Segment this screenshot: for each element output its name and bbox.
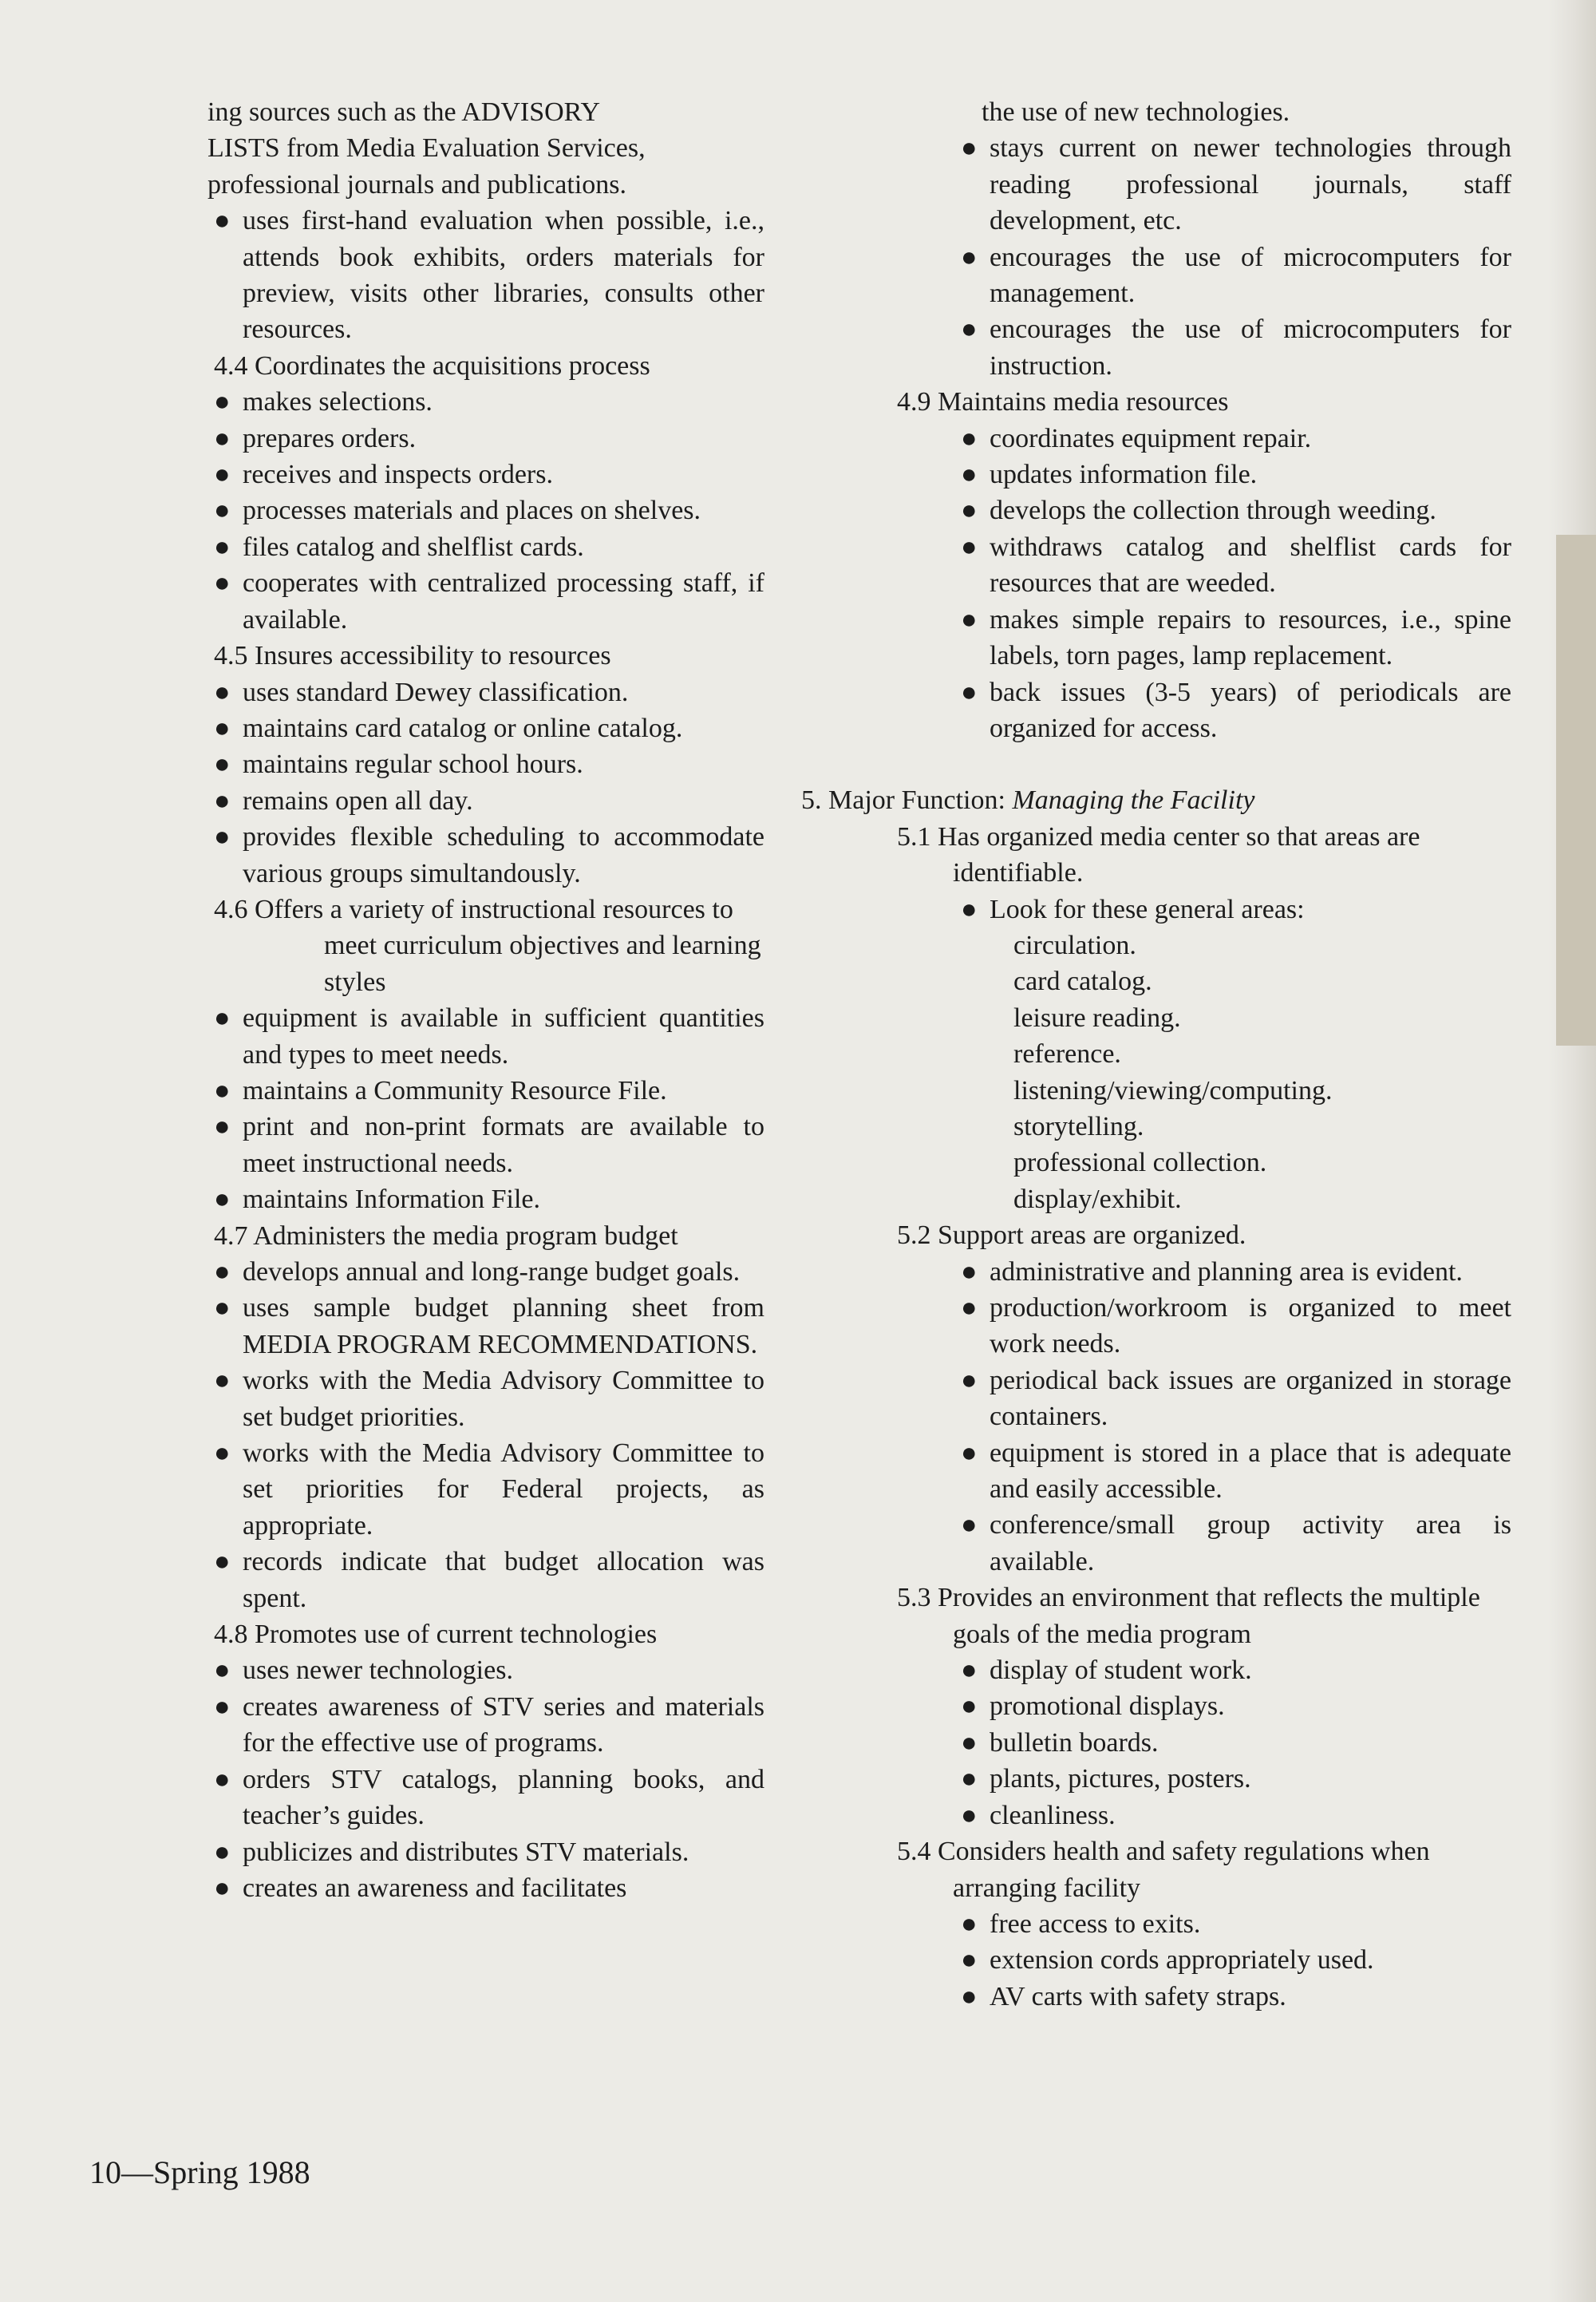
subsection-heading: 5.3 Provides an environment that reflects the multiple goals of the media program	[897, 1583, 1480, 1649]
bullet-text: makes simple repairs to resources, i.e., spine labels, torn pages, lamp replacement.	[990, 604, 1511, 671]
area-list-item: professional collection.	[1013, 1148, 1267, 1178]
bullet-text: works with the Media Advisory Committee to set budget priorities.	[243, 1366, 764, 1432]
bullet-text: uses sample budget planning sheet from MEDIA PROGRAM RECOMMENDATIONS.	[243, 1293, 764, 1359]
bullet-text: works with the Media Advisory Committee to set priorities for Federal projects, as appropriate.	[243, 1438, 764, 1541]
bullet-text: records indicate that budget allocation was spent.	[243, 1547, 764, 1613]
bullet-item	[148, 783, 764, 819]
bullet-item	[148, 1689, 764, 1762]
bullet-icon: ●	[214, 1837, 231, 1867]
bullet-icon: ●	[961, 1510, 978, 1541]
bullet-item	[801, 421, 1511, 457]
bullet-icon: ●	[961, 1691, 978, 1722]
bullet-text: uses first-hand evaluation when possible, i.e., attends book exhibits, orders materials for preview, visits other libraries, consults other resources.	[243, 206, 764, 345]
bullet-item	[148, 1181, 764, 1217]
bullet-text: maintains a Community Resource File.	[243, 1075, 667, 1106]
bullet-item	[801, 1435, 1511, 1508]
bullet-icon: ●	[214, 1075, 231, 1106]
bullet-text: uses standard Dewey classification.	[243, 677, 629, 707]
bullet-item	[801, 1290, 1511, 1363]
major-function-prefix: 5. Major Function:	[801, 785, 1013, 816]
bullet-icon: ●	[214, 496, 231, 526]
bullet-icon: ●	[961, 1764, 978, 1794]
bullet-icon: ●	[214, 677, 231, 707]
bullet-item	[801, 674, 1511, 747]
bullet-text: files catalog and shelflist cards.	[243, 532, 584, 562]
area-list-item: leisure reading.	[1013, 1003, 1181, 1033]
bullet-text: maintains Information File.	[243, 1185, 540, 1215]
bullet-item	[801, 1254, 1511, 1290]
area-list-item: storytelling.	[1013, 1111, 1144, 1141]
bullet-icon: ●	[214, 1003, 231, 1034]
bullet-text: processes materials and places on shelves.	[243, 496, 701, 526]
subsection-heading: 4.7 Administers the media program budget	[214, 1220, 678, 1251]
bullet-text: plants, pictures, posters.	[990, 1764, 1251, 1794]
bullet-text: creates awareness of STV series and materials for the effective use of programs.	[243, 1691, 764, 1758]
bullet-item	[801, 602, 1511, 674]
bullet-icon: ●	[214, 1366, 231, 1396]
subsection-heading: 4.9 Maintains media resources	[897, 387, 1229, 417]
bullet-icon: ●	[961, 423, 978, 453]
right-column	[801, 94, 1511, 2015]
bullet-text: cleanliness.	[990, 1800, 1116, 1830]
bullet-text: extension cords appropriately used.	[990, 1945, 1374, 1976]
bullet-icon: ●	[961, 242, 978, 272]
bullet-item	[148, 1834, 764, 1870]
bullet-item	[148, 384, 764, 420]
bullet-item	[148, 421, 764, 457]
continued-text: the use of new technologies.	[982, 97, 1290, 127]
bullet-icon: ●	[961, 1981, 978, 2011]
bullet-item	[801, 1688, 1511, 1724]
bullet-text: coordinates equipment repair.	[990, 423, 1312, 453]
bullet-text: develops the collection through weeding.	[990, 496, 1436, 526]
bullet-item	[148, 457, 764, 492]
bullet-text: administrative and planning area is evident.	[990, 1256, 1463, 1287]
bullet-item	[148, 746, 764, 782]
bullet-icon: ●	[961, 314, 978, 345]
bullet-icon: ●	[961, 1256, 978, 1287]
bullet-icon: ●	[214, 1764, 231, 1794]
bullet-item	[148, 529, 764, 565]
bullet-item	[148, 1254, 764, 1290]
bullet-text: back issues (3-5 years) of periodicals are organized for access.	[990, 677, 1511, 743]
bullet-item	[801, 457, 1511, 492]
bullet-item	[148, 1435, 764, 1544]
bullet-icon: ●	[214, 785, 231, 816]
bullet-text: bulletin boards.	[990, 1727, 1159, 1758]
bullet-icon: ●	[214, 1655, 231, 1686]
bullet-item	[801, 1725, 1511, 1761]
bullet-item	[148, 1652, 764, 1688]
bullet-item	[148, 819, 764, 892]
bullet-text: orders STV catalogs, planning books, and teacher’s guides.	[243, 1764, 764, 1831]
bullet-text: conference/small group activity area is available.	[990, 1510, 1511, 1576]
bullet-text: maintains card catalog or online catalog.	[243, 713, 683, 743]
page-edge-shadow	[1548, 0, 1596, 2302]
subsection-heading: 5.2 Support areas are organized.	[897, 1220, 1246, 1251]
bullet-text: withdraws catalog and shelflist cards for resources that are weeded.	[990, 532, 1511, 599]
bullet-text: equipment is stored in a place that is adequate and easily accessible.	[990, 1438, 1511, 1505]
bullet-item	[148, 1290, 764, 1363]
bullet-icon: ●	[961, 1945, 978, 1976]
bullet-text: production/workroom is organized to meet work needs.	[990, 1293, 1511, 1359]
bullet-icon: ●	[961, 532, 978, 562]
bullet-item	[801, 529, 1511, 602]
bullet-text: cooperates with centralized processing staff, if available.	[243, 568, 764, 635]
bullet-icon: ●	[961, 1727, 978, 1758]
bullet-icon: ●	[214, 1438, 231, 1469]
bullet-item	[148, 203, 764, 348]
bullet-icon: ●	[961, 496, 978, 526]
bullet-icon: ●	[214, 1293, 231, 1323]
bullet-icon: ●	[214, 1185, 231, 1215]
bullet-icon: ●	[214, 750, 231, 780]
bullet-icon: ●	[961, 677, 978, 707]
area-list-item: listening/viewing/computing.	[1013, 1075, 1333, 1106]
bullet-text: print and non-print formats are available to meet instructional needs.	[243, 1112, 764, 1178]
bullet-item	[801, 1761, 1511, 1797]
bullet-item	[801, 1652, 1511, 1688]
bullet-item	[148, 492, 764, 528]
bullet-item	[148, 674, 764, 710]
bullet-icon: ●	[214, 423, 231, 453]
major-function-title: Managing the Facility	[1012, 785, 1255, 816]
bullet-item	[148, 1363, 764, 1435]
bullet-item	[148, 710, 764, 746]
bullet-icon: ●	[214, 387, 231, 417]
bullet-icon: ●	[214, 206, 231, 236]
area-list-item: circulation.	[1013, 930, 1136, 960]
subsection-heading: 5.1 Has organized media center so that areas are identifiable.	[897, 821, 1420, 888]
subsection-heading: 5.4 Considers health and safety regulations when arranging facility	[897, 1837, 1430, 1903]
subsection-heading: 4.8 Promotes use of current technologies	[214, 1620, 658, 1650]
bullet-text: provides flexible scheduling to accommodate various groups simultandously.	[243, 822, 764, 888]
bullet-text: promotional displays.	[990, 1691, 1225, 1722]
continued-text: LISTS from Media Evaluation Services,	[207, 133, 646, 164]
bullet-item	[801, 1942, 1511, 1978]
bullet-item	[148, 1762, 764, 1834]
bullet-icon: ●	[214, 1112, 231, 1142]
bullet-icon: ●	[961, 133, 978, 164]
page-edge-tab	[1556, 535, 1596, 1046]
bullet-text: develops annual and long-range budget goals.	[243, 1257, 741, 1287]
bullet-item	[148, 1000, 764, 1073]
bullet-icon: ●	[961, 1655, 978, 1686]
bullet-item	[148, 565, 764, 638]
continued-text: professional journals and publications.	[207, 169, 627, 200]
bullet-item	[801, 1363, 1511, 1435]
bullet-item	[801, 1979, 1511, 2015]
bullet-icon: ●	[961, 604, 978, 635]
bullet-item	[801, 492, 1511, 528]
bullet-text: equipment is available in sufficient quantities and types to meet needs.	[243, 1003, 764, 1070]
bullet-icon: ●	[961, 1365, 978, 1395]
bullet-text: remains open all day.	[243, 785, 473, 816]
area-list-item: reference.	[1013, 1039, 1121, 1070]
major-function-heading	[801, 782, 1511, 818]
bullet-icon: ●	[214, 1547, 231, 1577]
bullet-item	[801, 1906, 1511, 1942]
bullet-text: periodical back issues are organized in storage containers.	[990, 1365, 1511, 1432]
bullet-text: creates an awareness and facilitates	[243, 1873, 627, 1903]
bullet-text: free access to exits.	[990, 1908, 1201, 1939]
bullet-item	[148, 1544, 764, 1616]
bullet-item	[801, 239, 1511, 312]
bullet-item	[801, 1798, 1511, 1833]
bullet-text: AV carts with safety straps.	[990, 1981, 1286, 2011]
bullet-text: prepares orders.	[243, 423, 417, 453]
left-column	[148, 94, 764, 1906]
bullet-icon: ●	[214, 460, 231, 490]
area-list-item: display/exhibit.	[1013, 1184, 1182, 1214]
bullet-text: encourages the use of microcomputers for management.	[990, 242, 1511, 309]
bullet-text: receives and inspects orders.	[243, 460, 553, 490]
bullet-item	[148, 1073, 764, 1109]
bullet-text: stays current on newer technologies through reading professional journals, staff development, etc.	[990, 133, 1511, 236]
bullet-icon: ●	[214, 568, 231, 599]
bullet-item	[801, 130, 1511, 239]
subsection-heading: 4.5 Insures accessibility to resources	[214, 641, 611, 671]
continued-text: ing sources such as the ADVISORY	[207, 97, 601, 127]
bullet-icon: ●	[214, 1691, 231, 1722]
bullet-text: display of student work.	[990, 1655, 1252, 1686]
bullet-icon: ●	[214, 532, 231, 562]
bullet-text: Look for these general areas:	[990, 894, 1305, 924]
page-footer: 10—Spring 1988	[89, 2154, 310, 2190]
bullet-icon: ●	[214, 1257, 231, 1287]
bullet-item	[801, 1507, 1511, 1580]
bullet-icon: ●	[961, 1293, 978, 1323]
area-list-item: card catalog.	[1013, 967, 1152, 997]
bullet-item	[801, 311, 1511, 384]
bullet-icon: ●	[961, 1800, 978, 1830]
bullet-icon: ●	[961, 460, 978, 490]
bullet-text: maintains regular school hours.	[243, 750, 583, 780]
bullet-icon: ●	[961, 1438, 978, 1468]
bullet-icon: ●	[961, 894, 978, 924]
bullet-icon: ●	[961, 1908, 978, 1939]
bullet-item	[148, 1109, 764, 1181]
subsection-heading: 4.4 Coordinates the acquisitions process	[214, 350, 650, 381]
bullet-item	[801, 892, 1511, 928]
subsection-heading: 4.6 Offers a variety of instructional resources to meet curriculum objectives and learning styles	[214, 894, 761, 997]
bullet-text: makes selections.	[243, 387, 433, 417]
bullet-icon: ●	[214, 713, 231, 743]
bullet-icon: ●	[214, 1873, 231, 1903]
bullet-text: uses newer technologies.	[243, 1655, 513, 1686]
bullet-item	[148, 1870, 764, 1906]
bullet-text: publicizes and distributes STV materials.	[243, 1837, 689, 1867]
bullet-text: updates information file.	[990, 460, 1258, 490]
bullet-icon: ●	[214, 822, 231, 852]
bullet-text: encourages the use of microcomputers for instruction.	[990, 314, 1511, 381]
